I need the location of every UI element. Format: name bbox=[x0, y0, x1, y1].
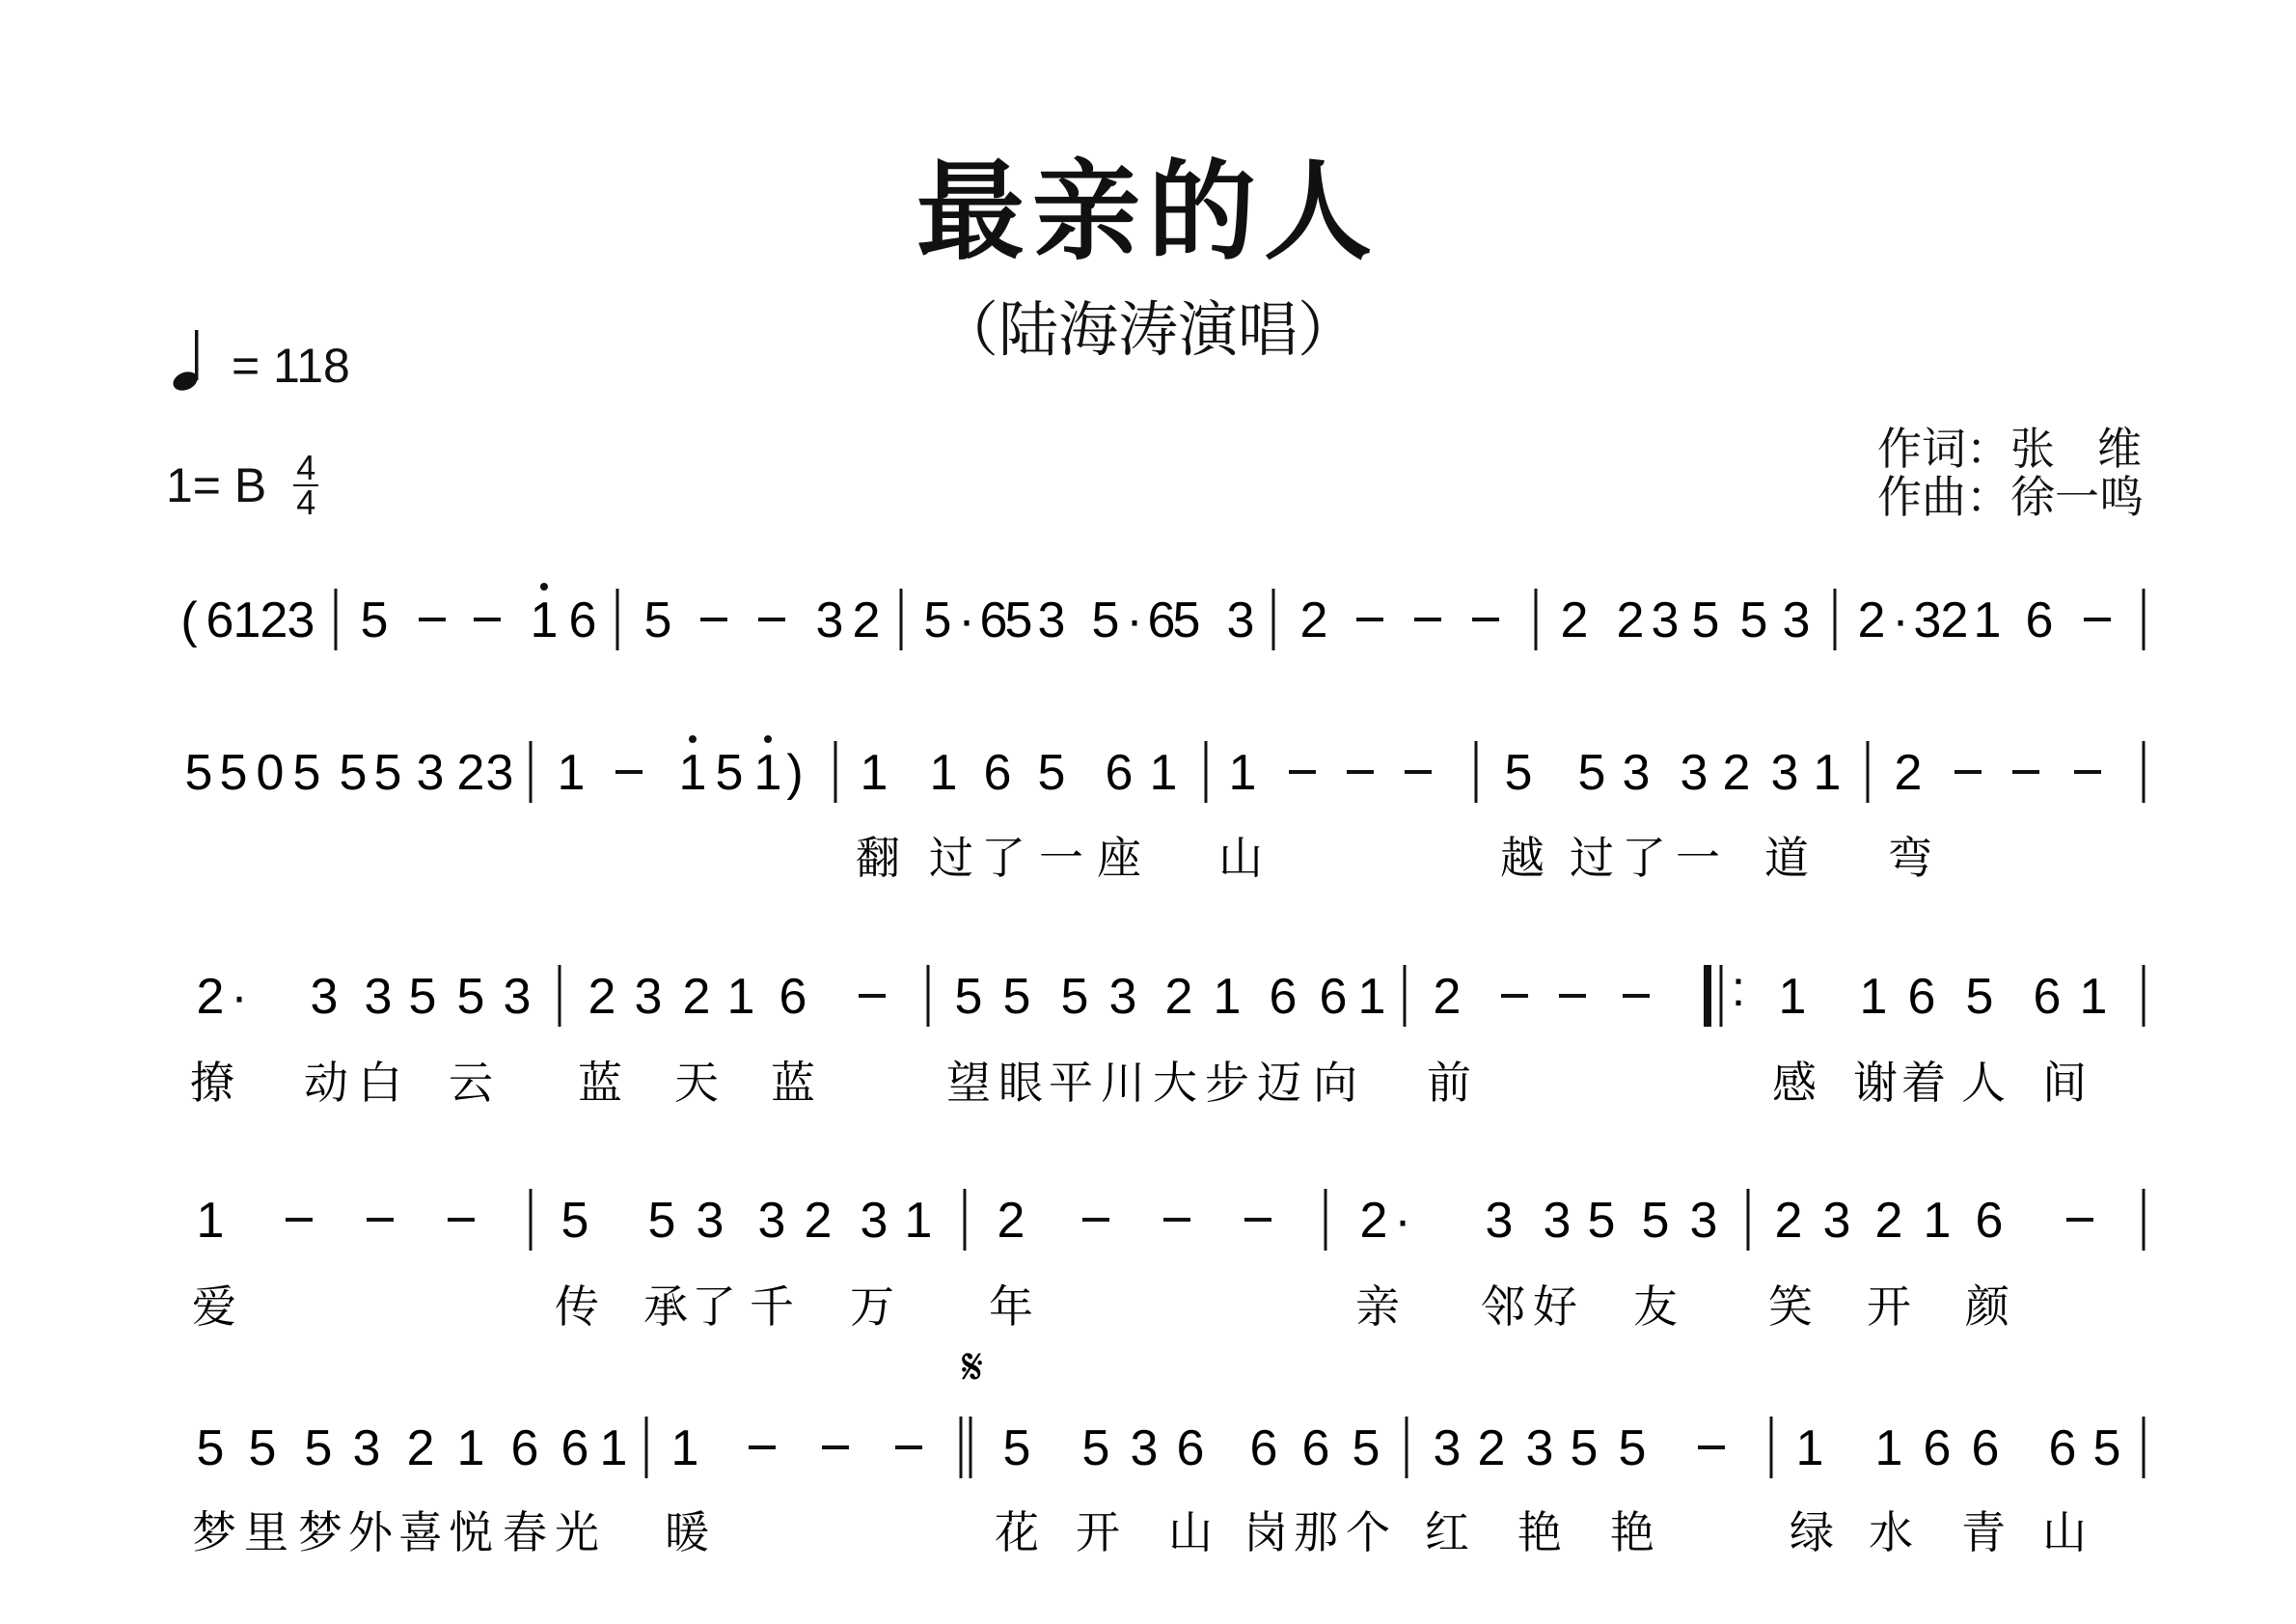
note: 6 bbox=[1971, 1420, 2000, 1476]
time-numerator: 4 bbox=[296, 448, 316, 487]
note: 5 bbox=[219, 745, 248, 801]
note: 5 bbox=[1352, 1420, 1380, 1476]
note: 5 bbox=[1172, 592, 1201, 648]
note: 5 bbox=[248, 1420, 277, 1476]
note: 2 bbox=[1857, 592, 1886, 648]
note: 5 bbox=[1965, 969, 1994, 1025]
lyric-char: 梦 bbox=[192, 1506, 236, 1558]
lyric-char: 山 bbox=[2042, 1506, 2087, 1558]
note: 5 bbox=[643, 592, 672, 648]
note: 2 bbox=[1940, 592, 1969, 648]
note: 5 bbox=[1587, 1193, 1616, 1249]
note: 5 bbox=[408, 969, 437, 1025]
segno-icon: 𝄋 bbox=[961, 1339, 984, 1395]
note: 3 bbox=[1782, 592, 1811, 648]
note: 2 bbox=[852, 592, 881, 648]
lyric-char: 望 bbox=[946, 1057, 991, 1109]
lyric-char: 翻 bbox=[856, 832, 900, 884]
note: 2 bbox=[588, 969, 616, 1025]
note: ( bbox=[180, 592, 198, 648]
lyric-char: 感 bbox=[1772, 1057, 1817, 1109]
note: 2 bbox=[1299, 592, 1328, 648]
lyric-char: 花 bbox=[995, 1506, 1039, 1558]
note: 5 bbox=[1739, 592, 1768, 648]
song-title: 最亲的人 bbox=[916, 150, 1380, 275]
lyric-char: 向 bbox=[1313, 1057, 1357, 1109]
note: 3 bbox=[1680, 745, 1708, 801]
lyric-char: 座 bbox=[1097, 832, 1141, 884]
note: · bbox=[1126, 592, 1143, 648]
note: 5 bbox=[1004, 592, 1033, 648]
lyric-char: 暖 bbox=[665, 1506, 709, 1558]
note: 5 bbox=[373, 745, 402, 801]
note: 2 bbox=[456, 745, 485, 801]
note: · bbox=[1892, 592, 1909, 648]
note: 1 bbox=[599, 1420, 628, 1476]
lyric-char: 撩 bbox=[190, 1057, 234, 1109]
note: 5 bbox=[339, 745, 368, 801]
lyric-char: 过 bbox=[929, 832, 973, 884]
repeat-dots: : bbox=[1731, 961, 1746, 1017]
note: 5 bbox=[1570, 1420, 1599, 1476]
note: 3 bbox=[287, 592, 315, 648]
note: 1 bbox=[904, 1193, 933, 1249]
note: ) bbox=[786, 745, 804, 801]
note: 6 bbox=[1176, 1420, 1205, 1476]
lyric-char: 山 bbox=[1168, 1506, 1213, 1558]
lyric-char: 大 bbox=[1153, 1057, 1197, 1109]
lyric-char: 光 bbox=[555, 1506, 599, 1558]
lyric-char: 邻 bbox=[1481, 1280, 1525, 1333]
note: · bbox=[231, 969, 248, 1025]
lyric-char: 着 bbox=[1901, 1057, 1946, 1109]
lyric-char: 好 bbox=[1533, 1280, 1577, 1333]
note: 5 bbox=[715, 745, 744, 801]
note: 2 bbox=[1722, 745, 1751, 801]
octave-dot bbox=[689, 735, 697, 743]
note: 3 bbox=[352, 1420, 381, 1476]
note: 6 bbox=[979, 592, 1008, 648]
note: 6 bbox=[1319, 969, 1348, 1025]
note: 2 bbox=[1164, 969, 1193, 1025]
note: 1 bbox=[678, 745, 707, 801]
lyric-char: 间 bbox=[2042, 1057, 2087, 1109]
lyric-char: 川 bbox=[1101, 1057, 1145, 1109]
lyric-char: 岗 bbox=[1244, 1506, 1288, 1558]
note: 6 bbox=[1105, 745, 1134, 801]
note: 1 bbox=[1874, 1420, 1903, 1476]
note: 5 bbox=[954, 969, 983, 1025]
note: 6 bbox=[568, 592, 597, 648]
lyric-char: 天 bbox=[674, 1057, 719, 1109]
note: 5 bbox=[923, 592, 952, 648]
lyric-char: 眼 bbox=[998, 1057, 1043, 1109]
lyric-char: 承 bbox=[643, 1280, 688, 1333]
note: 6 bbox=[1907, 969, 1936, 1025]
lyric-char: 爱 bbox=[192, 1280, 236, 1333]
note: 3 bbox=[696, 1193, 724, 1249]
note: 1 bbox=[1778, 969, 1807, 1025]
note: 2 bbox=[406, 1420, 435, 1476]
note: 2 bbox=[804, 1193, 833, 1249]
note: · bbox=[958, 592, 975, 648]
note: 1 bbox=[1859, 969, 1888, 1025]
note: 1 bbox=[1923, 1193, 1952, 1249]
lyric-char: 外 bbox=[348, 1506, 393, 1558]
lyric-char: 里 bbox=[244, 1506, 288, 1558]
note: 3 bbox=[1108, 969, 1137, 1025]
note: 2 bbox=[1774, 1193, 1803, 1249]
note: 1 bbox=[860, 745, 888, 801]
note: 2 bbox=[682, 969, 711, 1025]
note: 1 bbox=[1795, 1420, 1824, 1476]
composer-label: 作曲： bbox=[1877, 471, 2010, 523]
note: 0 bbox=[256, 745, 285, 801]
lyric-char: 前 bbox=[1427, 1057, 1471, 1109]
note: 6 bbox=[1923, 1420, 1952, 1476]
note: 3 bbox=[310, 969, 339, 1025]
lyric-char: 悦 bbox=[449, 1506, 493, 1558]
note: 3 bbox=[1689, 1193, 1718, 1249]
lyric-char: 艳 bbox=[1610, 1506, 1654, 1558]
note: 2 bbox=[196, 969, 225, 1025]
note: 2 bbox=[1874, 1193, 1903, 1249]
note: 5 bbox=[1691, 592, 1720, 648]
lyricist-label: 作词： bbox=[1877, 423, 2010, 475]
note: 2 bbox=[1616, 592, 1645, 648]
note: 6 bbox=[2048, 1420, 2077, 1476]
note: 3 bbox=[1485, 1193, 1514, 1249]
note: 6 bbox=[205, 592, 234, 648]
note: 6 bbox=[2033, 969, 2062, 1025]
note: 5 bbox=[647, 1193, 676, 1249]
note: 5 bbox=[1037, 745, 1066, 801]
lyric-char: 那 bbox=[1294, 1506, 1338, 1558]
note: 6 bbox=[1249, 1420, 1278, 1476]
note: 6 bbox=[983, 745, 1012, 801]
lyric-char: 亲 bbox=[1355, 1280, 1400, 1333]
note: 5 bbox=[560, 1193, 589, 1249]
lyric-char: 了 bbox=[692, 1280, 736, 1333]
lyric-char: 迈 bbox=[1257, 1057, 1301, 1109]
lyric-char: 青 bbox=[1961, 1506, 2006, 1558]
note: 3 bbox=[1770, 745, 1799, 801]
note: 3 bbox=[1130, 1420, 1159, 1476]
lyric-char: 过 bbox=[1570, 832, 1614, 884]
note: 3 bbox=[364, 969, 393, 1025]
octave-dot bbox=[540, 583, 548, 591]
note: 1 bbox=[232, 592, 261, 648]
lyric-char: 开 bbox=[1867, 1280, 1911, 1333]
note: 3 bbox=[1433, 1420, 1462, 1476]
note: 1 bbox=[670, 1420, 699, 1476]
note: 3 bbox=[1822, 1193, 1851, 1249]
lyric-char: 山 bbox=[1218, 832, 1263, 884]
lyric-char: 道 bbox=[1764, 832, 1809, 884]
note: 2 bbox=[1477, 1420, 1506, 1476]
note: 5 bbox=[184, 745, 213, 801]
note: 3 bbox=[757, 1193, 786, 1249]
note: 6 bbox=[2025, 592, 2054, 648]
note: 6 bbox=[1269, 969, 1298, 1025]
lyric-char: 平 bbox=[1049, 1057, 1093, 1109]
note: 5 bbox=[2092, 1420, 2121, 1476]
lyric-char: 蓝 bbox=[771, 1057, 815, 1109]
note: 5 bbox=[1081, 1420, 1110, 1476]
note: 3 bbox=[1651, 592, 1680, 648]
note: · bbox=[1394, 1193, 1411, 1249]
note: 5 bbox=[1060, 969, 1089, 1025]
note: 5 bbox=[1091, 592, 1120, 648]
note: 5 bbox=[304, 1420, 333, 1476]
note: 5 bbox=[360, 592, 389, 648]
lyric-char: 年 bbox=[989, 1280, 1033, 1333]
note: 2 bbox=[997, 1193, 1025, 1249]
note: 1 bbox=[456, 1420, 485, 1476]
lyric-char: 艳 bbox=[1517, 1506, 1562, 1558]
note: 3 bbox=[416, 745, 445, 801]
lyric-char: 红 bbox=[1425, 1506, 1469, 1558]
lyric-char: 千 bbox=[750, 1280, 794, 1333]
tempo-value: = 118 bbox=[232, 339, 350, 393]
note: 1 bbox=[1813, 745, 1842, 801]
note: 3 bbox=[860, 1193, 888, 1249]
note: 5 bbox=[1002, 1420, 1031, 1476]
note: 6 bbox=[779, 969, 807, 1025]
note: 2 bbox=[1433, 969, 1462, 1025]
note: 3 bbox=[1525, 1420, 1554, 1476]
time-denominator: 4 bbox=[296, 482, 316, 522]
note: 1 bbox=[1213, 969, 1242, 1025]
note: 1 bbox=[1357, 969, 1386, 1025]
note: 3 bbox=[1543, 1193, 1572, 1249]
note: 1 bbox=[726, 969, 755, 1025]
note: 1 bbox=[1228, 745, 1257, 801]
lyric-char: 笑 bbox=[1768, 1280, 1813, 1333]
lyric-char: 人 bbox=[1961, 1057, 2006, 1109]
note: 2 bbox=[1894, 745, 1923, 801]
lyric-char: 水 bbox=[1869, 1506, 1913, 1558]
note: 3 bbox=[1226, 592, 1255, 648]
note: 5 bbox=[1577, 745, 1606, 801]
lyric-char: 开 bbox=[1076, 1506, 1120, 1558]
note: 3 bbox=[485, 745, 514, 801]
lyric-char: 一 bbox=[1676, 832, 1720, 884]
note: 1 bbox=[929, 745, 958, 801]
lyric-char: 友 bbox=[1633, 1280, 1678, 1333]
lyric-char: 云 bbox=[449, 1057, 493, 1109]
lyric-char: 了 bbox=[1622, 832, 1666, 884]
key-label: 1= B bbox=[166, 458, 267, 512]
note: 6 bbox=[1975, 1193, 2004, 1249]
lyric-char: 动 bbox=[304, 1057, 348, 1109]
note: 3 bbox=[634, 969, 663, 1025]
note: 6 bbox=[1147, 592, 1176, 648]
note: 2 bbox=[1359, 1193, 1388, 1249]
note: 5 bbox=[456, 969, 485, 1025]
lyric-char: 梦 bbox=[298, 1506, 342, 1558]
note: 1 bbox=[753, 745, 782, 801]
note: 3 bbox=[503, 969, 532, 1025]
lyric-char: 个 bbox=[1346, 1506, 1390, 1558]
lyric-char: 越 bbox=[1500, 832, 1544, 884]
note: 5 bbox=[1002, 969, 1031, 1025]
note: 3 bbox=[1622, 745, 1651, 801]
lyric-char: 步 bbox=[1205, 1057, 1249, 1109]
note: 5 bbox=[1641, 1193, 1670, 1249]
lyric-char: 白 bbox=[358, 1057, 402, 1109]
lyric-char: 谢 bbox=[1853, 1057, 1898, 1109]
song-subtitle: （陆海涛演唱） bbox=[938, 294, 1357, 365]
lyricist-name: 张 维 bbox=[2010, 423, 2142, 475]
lyric-char: 春 bbox=[503, 1506, 547, 1558]
note: 1 bbox=[196, 1193, 225, 1249]
note: 5 bbox=[196, 1420, 225, 1476]
note: 6 bbox=[510, 1420, 539, 1476]
note: 3 bbox=[1037, 592, 1066, 648]
composer-name: 徐一鸣 bbox=[2010, 471, 2144, 523]
lyric-char: 一 bbox=[1039, 832, 1083, 884]
note: 6 bbox=[560, 1420, 589, 1476]
lyric-char: 弯 bbox=[1888, 832, 1932, 884]
lyric-char: 了 bbox=[981, 832, 1025, 884]
note: 1 bbox=[2079, 969, 2108, 1025]
lyric-char: 万 bbox=[850, 1280, 894, 1333]
note: 5 bbox=[1618, 1420, 1647, 1476]
note: 3 bbox=[1913, 592, 1942, 648]
note: 1 bbox=[1149, 745, 1178, 801]
note: 6 bbox=[1301, 1420, 1330, 1476]
lyric-char: 蓝 bbox=[578, 1057, 622, 1109]
note: 1 bbox=[557, 745, 586, 801]
note: 3 bbox=[815, 592, 844, 648]
note: 2 bbox=[260, 592, 288, 648]
lyric-char: 喜 bbox=[398, 1506, 443, 1558]
note: 2 bbox=[1560, 592, 1589, 648]
lyric-char: 传 bbox=[555, 1280, 599, 1333]
lyric-char: 绿 bbox=[1790, 1506, 1834, 1558]
note: 1 bbox=[530, 592, 559, 648]
lyric-char: 颜 bbox=[1965, 1280, 2009, 1333]
note: 5 bbox=[292, 745, 321, 801]
note: 5 bbox=[1504, 745, 1533, 801]
octave-dot bbox=[764, 735, 772, 743]
note: 1 bbox=[1973, 592, 2002, 648]
